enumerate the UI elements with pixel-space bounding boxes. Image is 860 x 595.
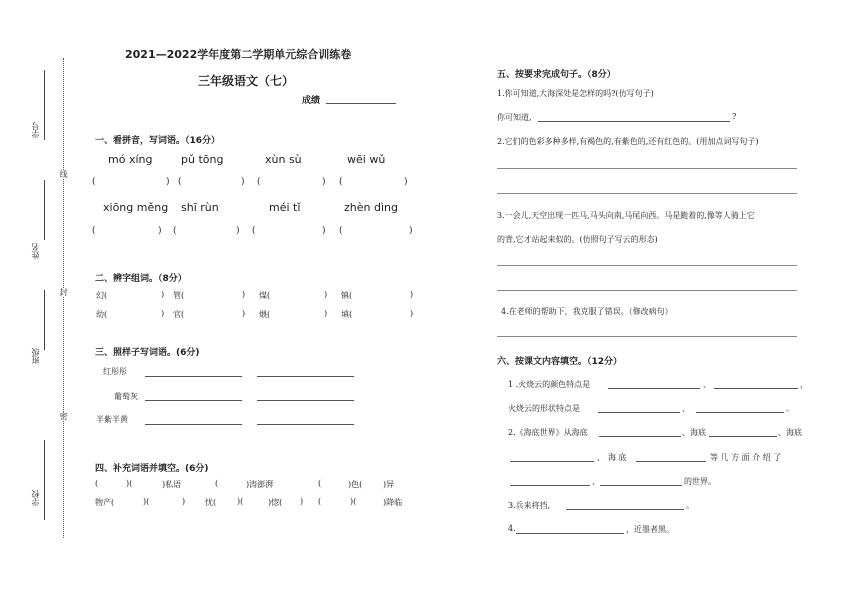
idiom-fragment: ) — [182, 497, 186, 506]
exam-subtitle: 三年级语文（七） — [198, 74, 295, 88]
s5-q3-line1: 3.一会儿,天空出现一匹马,马头向南,马尾向西。马是跪着的,像等人骑上它 — [497, 211, 755, 220]
s1-heading: 一、看拼音，写词语。（16分） — [95, 136, 221, 146]
answer-blank[interactable] — [566, 509, 684, 510]
answer-blank[interactable] — [510, 461, 594, 462]
cut-mark-mi: 密 — [59, 412, 68, 420]
char-group: 煨( — [259, 310, 271, 319]
answer-blank[interactable] — [600, 485, 682, 486]
s5-q1: 1.你可知道,大海深处是怎样的吗?(仿写句子) — [497, 89, 654, 98]
pinyin-5: xiōng měng — [103, 201, 169, 214]
answer-paren-close: ) — [404, 177, 408, 187]
sep: 、 — [682, 428, 690, 437]
s4-heading: 四、补充词语并填空。(6分) — [95, 464, 209, 474]
school-label: 学校 — [31, 490, 40, 506]
answer-blank[interactable] — [714, 388, 798, 389]
sep: 、 — [592, 477, 600, 486]
answer-line[interactable] — [497, 265, 797, 266]
pinyin-6: shī rùn — [181, 201, 219, 214]
idiom-fragment: )( — [126, 479, 133, 488]
idiom-fragment: ( — [95, 479, 99, 488]
answer-paren-open: ( — [173, 226, 177, 236]
idiom-fragment: )惚( — [268, 498, 283, 507]
answer-blank[interactable] — [608, 388, 700, 389]
answer-line[interactable] — [497, 193, 797, 194]
school-line — [44, 440, 45, 520]
answer-blank[interactable] — [510, 485, 590, 486]
s6-q2-b-mid: 海 底 — [608, 453, 627, 462]
answer-blank[interactable] — [696, 412, 784, 413]
idiom-fragment: 忧( — [205, 498, 217, 507]
answer-paren-close: ) — [409, 226, 413, 236]
score-label: 成绩 — [302, 96, 321, 106]
s6-q2-a: 2.《海底世界》从海底 — [508, 428, 588, 437]
student-id-label: 学号 — [31, 122, 40, 138]
idiom-fragment: )私语 — [162, 480, 182, 489]
period: 。 — [786, 404, 794, 413]
s6-q3: 3.兵来将挡, — [508, 501, 551, 510]
answer-blank[interactable] — [538, 121, 730, 122]
idiom-fragment: )涛澎湃 — [246, 480, 274, 489]
s6-heading: 六、按课文内容填空。（12分） — [497, 357, 623, 367]
answer-blank[interactable] — [145, 400, 242, 401]
char-group-close: ) — [324, 290, 328, 299]
comma: ， — [800, 380, 808, 389]
score-blank[interactable] — [326, 103, 396, 104]
idiom-fragment: ( — [318, 479, 322, 488]
class-label: 班级 — [31, 348, 40, 364]
char-group: 幻( — [96, 291, 108, 300]
s6-q4-a: 4. — [508, 524, 516, 533]
answer-paren-open: ( — [92, 226, 96, 236]
answer-line[interactable] — [497, 290, 797, 291]
s6-q2-c-end: 的世界。 — [684, 477, 716, 486]
idiom-fragment: ( — [318, 497, 322, 506]
answer-paren-close: ) — [236, 226, 240, 236]
answer-line[interactable] — [497, 168, 797, 169]
pinyin-8: zhèn dìng — [344, 201, 398, 214]
answer-paren-open: ( — [252, 226, 256, 236]
char-group-close: ) — [161, 309, 165, 318]
example-word: 葡萄灰 — [114, 392, 138, 401]
binding-dotted-line — [63, 58, 64, 538]
s6-q1-a: 1 .火烧云的颜色特点是 — [508, 380, 591, 389]
idiom-fragment: ) — [300, 497, 304, 506]
idiom-fragment: 物产( — [95, 498, 115, 507]
idiom-fragment: )降临 — [383, 498, 403, 507]
pinyin-2: pǔ tōng — [181, 153, 224, 166]
idiom-fragment: )( — [237, 497, 244, 506]
s6-q1-b: 火烧云的形状特点是 — [508, 404, 580, 413]
answer-blank[interactable] — [598, 412, 680, 413]
s5-q2: 2.它们的色彩多种多样,有褐色的,有紫色的,还有红色的。(用加点词写句子) — [497, 137, 759, 146]
sep: 、 — [597, 453, 605, 462]
s6-q2-end: 海底 — [786, 428, 802, 437]
answer-paren-open: ( — [178, 177, 182, 187]
char-group-close: ) — [324, 309, 328, 318]
idiom-fragment: )( — [143, 497, 150, 506]
s5-q4: 4.在老师的帮助下，我克服了错误。（修改病句） — [501, 307, 673, 316]
s5-heading: 五、按要求完成句子。（8分） — [497, 70, 616, 80]
char-group: 镇( — [341, 291, 353, 300]
period: 。 — [686, 501, 694, 510]
student-id-line — [44, 70, 45, 140]
char-group: 管( — [173, 291, 185, 300]
s5-q1-suffix: ? — [732, 112, 737, 121]
char-group: 填( — [341, 310, 353, 319]
sep: 、 — [682, 404, 690, 413]
char-group-close: ) — [242, 290, 246, 299]
char-group-close: ) — [410, 309, 414, 318]
answer-blank[interactable] — [636, 461, 706, 462]
example-word: 红彤彤 — [103, 367, 127, 376]
name-label: 姓名 — [31, 243, 40, 259]
idiom-fragment: )( — [350, 497, 357, 506]
answer-line[interactable] — [497, 336, 797, 337]
s6-q4-b: ，近墨者黑。 — [626, 525, 674, 534]
s2-heading: 二、辨字组词。（8分） — [95, 274, 187, 284]
answer-blank[interactable] — [709, 436, 777, 437]
answer-blank[interactable] — [257, 424, 354, 425]
sep: 、 — [703, 380, 711, 389]
pinyin-7: méi tǐ — [269, 201, 301, 214]
pinyin-4: wēi wǔ — [347, 153, 386, 166]
s5-q1-prefix: 你可知道, — [497, 113, 532, 122]
cut-mark-feng: 封 — [59, 288, 68, 296]
idiom-fragment: )异 — [383, 480, 395, 489]
idiom-fragment: )色( — [348, 480, 363, 489]
answer-paren-open: ( — [92, 177, 96, 187]
char-group: 幼( — [96, 310, 108, 319]
answer-paren-close: ) — [322, 177, 326, 187]
class-line — [44, 290, 45, 350]
s6-q2-b-end: 等 几 方 面 介 绍 了 — [710, 453, 782, 462]
answer-paren-open: ( — [339, 226, 343, 236]
answer-blank[interactable] — [145, 376, 242, 377]
char-group-close: ) — [161, 290, 165, 299]
answer-paren-open: ( — [257, 177, 261, 187]
char-group: 官( — [173, 310, 185, 319]
answer-paren-close: ) — [322, 226, 326, 236]
answer-paren-close: ) — [241, 177, 245, 187]
exam-title: 2021—2022学年度第二学期单元综合训练卷 — [125, 48, 352, 61]
idiom-fragment: ( — [215, 479, 219, 488]
char-group-close: ) — [410, 290, 414, 299]
answer-blank[interactable] — [257, 400, 354, 401]
sep: 、 — [778, 428, 786, 437]
answer-blank[interactable] — [145, 424, 242, 425]
answer-blank[interactable] — [599, 436, 681, 437]
answer-blank[interactable] — [257, 376, 354, 377]
pinyin-3: xùn sù — [265, 153, 302, 166]
s6-q2-mid: 海底 — [690, 428, 706, 437]
char-group-close: ) — [242, 309, 246, 318]
s5-q3-line2: 的背,它才站起来似的。(仿照句子写云的形态) — [497, 235, 658, 244]
answer-paren-close: ) — [166, 177, 170, 187]
name-line — [44, 180, 45, 240]
cut-mark-xian: 线 — [59, 170, 68, 178]
example-word: 半紫半黄 — [96, 415, 128, 424]
pinyin-1: mó xíng — [108, 153, 153, 166]
s3-heading: 三、照样子写词语。(6分) — [95, 348, 200, 358]
answer-blank[interactable] — [516, 533, 624, 534]
answer-paren-close: ) — [158, 226, 162, 236]
answer-paren-open: ( — [339, 177, 343, 187]
char-group: 煤( — [259, 291, 271, 300]
